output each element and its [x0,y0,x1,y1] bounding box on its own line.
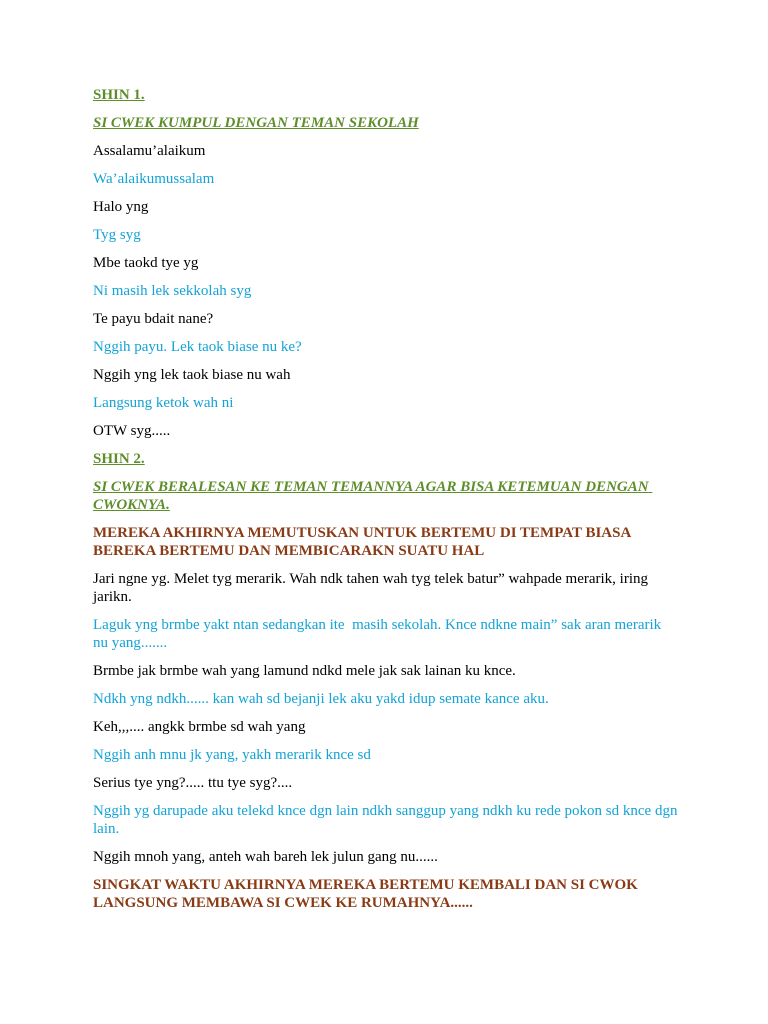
dialog-line-black: Assalamu’alaikum [93,143,206,159]
dialog-line-black: Mbe taokd tye yg [93,255,199,271]
dialog-line-black: Brmbe jak brmbe wah yang lamund ndkd mele jak sak lainan ku knce. [93,663,516,679]
narration-line: SINGKAT WAKTU AKHIRNYA MEREKA BERTEMU KEMBALI DAN SI CWOK LANGSUNG MEMBAWA SI CWEK KE RUMAHNYA...... [93,877,642,911]
scene-description: SI CWEK KUMPUL DENGAN TEMAN SEKOLAH [93,115,419,131]
dialog-line-black: Jari ngne yg. Melet tyg merarik. Wah ndk tahen wah tyg telek batur” wahpade merarik, iring jarikn. [93,571,652,605]
scene-heading: SHIN 2. [93,451,145,467]
dialog-line-blue: Nggih yg darupade aku telekd knce dgn lain ndkh sanggup yang ndkh ku rede pokon sd knce dgn lain. [93,803,682,837]
dialog-line-black: Halo yng [93,199,149,215]
dialog-line-blue: Ndkh yng ndkh...... kan wah sd bejanji lek aku yakd idup semate kance aku. [93,691,549,707]
dialog-line-black: Nggih yng lek taok biase nu wah [93,367,291,383]
dialog-line-black: Nggih mnoh yang, anteh wah bareh lek julun gang nu...... [93,849,438,865]
dialog-line-blue: Ni masih lek sekkolah syg [93,283,252,299]
dialog-line-blue: Laguk yng brmbe yakt ntan sedangkan ite masih sekolah. Knce ndkne main” sak aran merarik nu yang....... [93,617,665,651]
dialog-line-blue: Nggih anh mnu jk yang, yakh merarik knce sd [93,747,371,763]
dialog-line-blue: Tyg syg [93,227,141,243]
scene-heading: SHIN 1. [93,87,145,103]
narration-line: MEREKA AKHIRNYA MEMUTUSKAN UNTUK BERTEMU DI TEMPAT BIASA BEREKA BERTEMU DAN MEMBICARAKN SUATU HAL [93,525,635,559]
dialog-line-black: OTW syg..... [93,423,171,439]
dialog-line-blue: Nggih payu. Lek taok biase nu ke? [93,339,302,355]
document-body [93,86,682,922]
dialog-line-black: Te payu bdait nane? [93,311,214,327]
dialog-line-black: Serius tye yng?..... ttu tye syg?.... [93,775,293,791]
dialog-line-black: Keh,,,.... angkk brmbe sd wah yang [93,719,306,735]
dialog-line-blue: Wa’alaikumussalam [93,171,215,187]
dialog-line-blue: Langsung ketok wah ni [93,395,234,411]
scene-description: SI CWEK BERALESAN KE TEMAN TEMANNYA AGAR BISA KETEMUAN DENGAN CWOKNYA. [93,479,653,513]
